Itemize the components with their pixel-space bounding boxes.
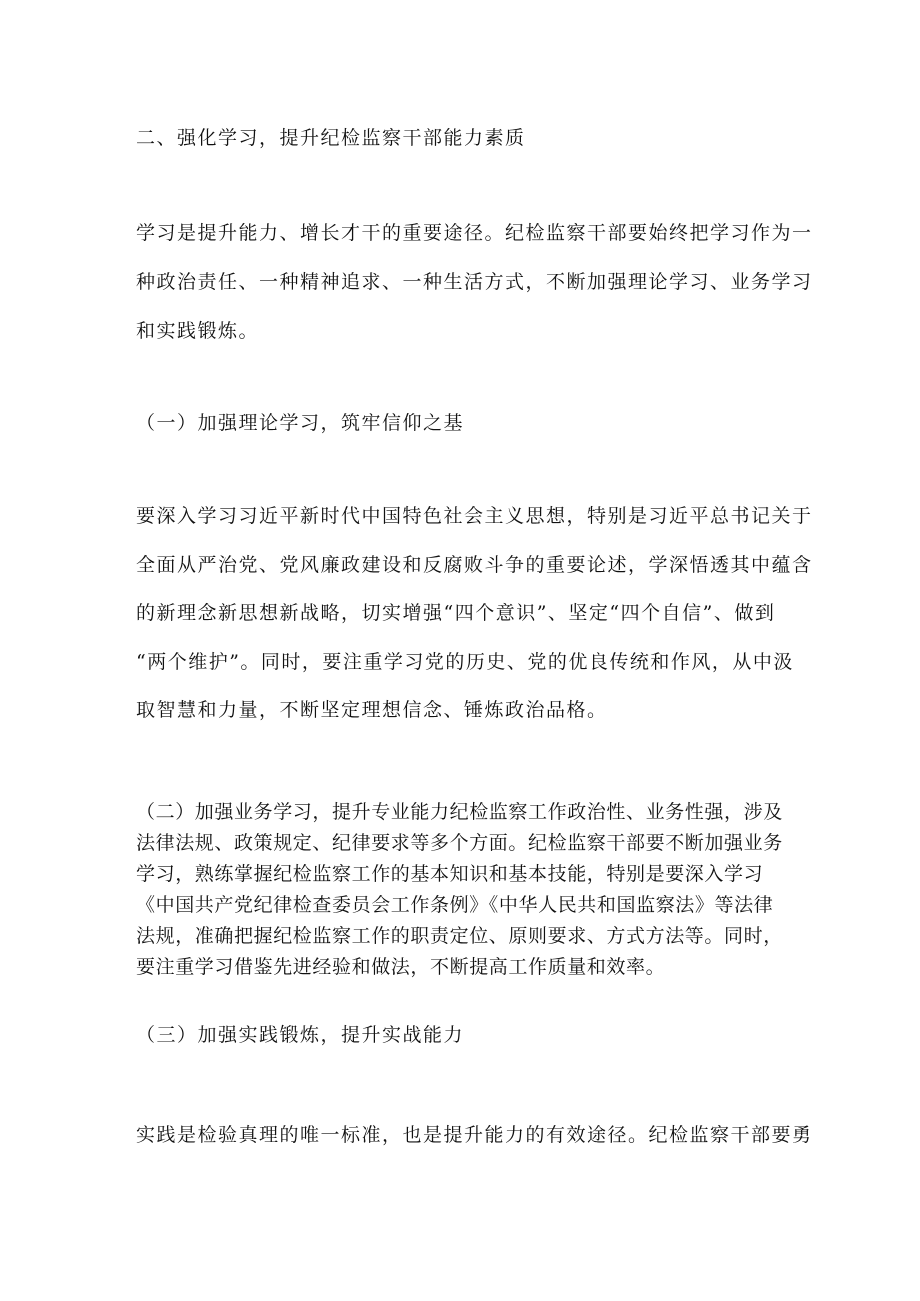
- paragraph-line: 法律法规、政策规定、纪律要求等多个方面。纪检监察干部要不断加强业务: [136, 832, 783, 854]
- subsection-heading-text: （三）加强实践锻炼，提升实战能力: [136, 1024, 465, 1046]
- paragraph-line: 实践是检验真理的唯一标准，也是提升能力的有效途径。纪检监察干部要勇: [136, 1124, 813, 1146]
- paragraph-line: 的新理念新思想新战略，切实增强“四个意识”、坚定“四个自信”、做到: [136, 602, 776, 624]
- subsection-heading-3: [136, 1020, 796, 1050]
- paragraph-line: 法规，准确把握纪检监察工作的职责定位、原则要求、方式方法等。同时，: [136, 925, 783, 947]
- subsection-heading-text: （一）加强理论学习，筑牢信仰之基: [136, 412, 465, 434]
- paragraph-line: 要深入学习习近平新时代中国特色社会主义思想，特别是习近平总书记关于: [136, 505, 813, 527]
- paragraph-line: 取智慧和力量，不断坚定理想信念、锤炼政治品格。: [136, 699, 608, 721]
- paragraph-line: 要注重学习借鉴先进经验和做法，不断提高工作质量和效率。: [136, 956, 666, 978]
- section-heading: [136, 123, 796, 153]
- paragraph-line: 学习是提升能力、增长才干的重要途径。纪检监察干部要始终把学习作为一: [136, 222, 813, 244]
- paragraph-line: “两个维护”。同时，要注重学习党的历史、党的优良传统和作风，从中汲: [136, 650, 794, 673]
- paragraph-line: 《中国共产党纪律检查委员会工作条例》《中华人民共和国监察法》等法律: [136, 894, 774, 916]
- paragraph-line: （二）加强业务学习，提升专业能力纪检监察工作政治性、业务性强，涉及: [136, 801, 783, 823]
- paragraph-line: 学习，熟练掌握纪检监察工作的基本知识和基本技能，特别是要深入学习: [136, 863, 764, 885]
- paragraph-line: 种政治责任、一种精神追求、一种生活方式，不断加强理论学习、业务学习: [136, 271, 813, 293]
- subsection-heading-1: [136, 408, 796, 438]
- intro-paragraph: [136, 209, 813, 356]
- section-heading-text: 二、强化学习，提升纪检监察干部能力素质: [136, 127, 526, 149]
- subsection-paragraph-3: [136, 1120, 813, 1150]
- paragraph-line: 和实践锻炼。: [136, 320, 260, 342]
- subsection-paragraph-2: [136, 797, 796, 983]
- paragraph-line: 全面从严治党、党风廉政建设和反腐败斗争的重要论述，学深悟透其中蕴含: [136, 553, 813, 576]
- subsection-paragraph-1: [136, 492, 813, 735]
